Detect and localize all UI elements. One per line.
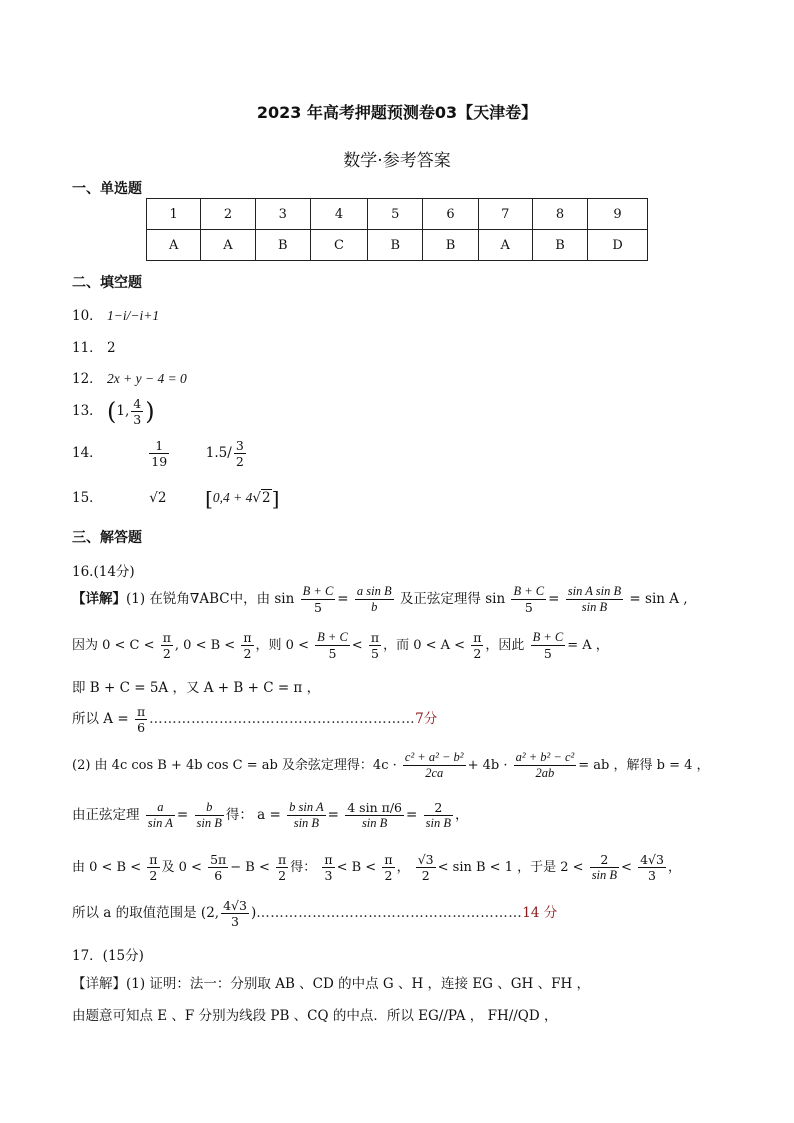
table-cell: B — [423, 230, 478, 261]
text: = A ， — [567, 638, 609, 653]
text: (2) 由 4c cos B + 4b cos C = ab 及余弦定理得：4c · — [72, 758, 397, 773]
answer-14 — [72, 438, 248, 469]
score-marker: 7分 — [415, 711, 438, 727]
text: < — [621, 860, 632, 875]
fraction — [471, 630, 483, 661]
denominator: 6 — [214, 868, 223, 883]
answer-10 — [72, 304, 159, 324]
answer-table — [146, 198, 648, 261]
numerator: π — [384, 852, 393, 867]
fraction — [301, 584, 336, 615]
denominator: 3 — [324, 868, 333, 883]
denominator: sin B — [581, 600, 608, 614]
fraction — [149, 438, 169, 469]
denominator: 3 — [133, 412, 142, 427]
table-cell: 4 — [310, 199, 367, 230]
denominator: 3 — [231, 914, 239, 929]
fraction — [369, 630, 381, 661]
answer-value: 2 — [106, 340, 116, 356]
fraction — [135, 704, 147, 735]
detail-label: 【详解】 — [72, 591, 126, 607]
text: 及正弦定理得 sin — [399, 591, 506, 607]
fraction — [287, 800, 326, 831]
q16-line-7 — [72, 852, 681, 883]
page-title: 2023 年高考押题预测卷03【天津卷】 — [256, 103, 538, 122]
leader-dots: ………………………………………………… — [149, 711, 416, 727]
text: 由正弦定理 — [72, 807, 140, 823]
fraction — [424, 800, 453, 831]
table-cell: 6 — [423, 199, 478, 230]
table-cell: 8 — [532, 199, 587, 230]
denominator: 5 — [524, 600, 533, 615]
denominator: 5 — [328, 646, 337, 661]
denominator: 2ca — [425, 766, 444, 780]
leader-dots: ………………………………………………… — [256, 905, 523, 921]
numerator: B + C — [302, 584, 334, 598]
text: ， — [396, 860, 410, 875]
text: < sin B < 1 ，于是 2 < — [437, 860, 584, 875]
denominator: 2ab — [535, 766, 555, 780]
denominator: sin B — [361, 816, 388, 830]
table-cell: 3 — [255, 199, 310, 230]
q16-line-2 — [72, 630, 609, 661]
numerator: π — [162, 630, 171, 645]
fraction — [195, 800, 224, 831]
denominator: 2 — [384, 868, 393, 883]
table-cell: B — [255, 230, 310, 261]
fraction — [241, 630, 253, 661]
denominator: sin B — [591, 868, 618, 882]
question-17-header: 17．(15分) — [72, 948, 144, 964]
fraction — [161, 630, 173, 661]
question-number: 11． — [72, 340, 103, 356]
numerator: 4√3 — [640, 852, 664, 867]
numerator: π — [243, 630, 252, 645]
text: ， — [454, 807, 469, 823]
denominator: 2 — [278, 868, 287, 883]
denominator: 2 — [421, 868, 430, 883]
fraction — [403, 750, 466, 781]
numerator: 2 — [590, 852, 619, 868]
fraction — [355, 584, 394, 615]
table-cell: 9 — [588, 199, 648, 230]
score-marker: 14 分 — [522, 905, 558, 921]
denominator: sin B — [293, 816, 320, 830]
fraction — [131, 396, 143, 427]
numerator: 4√3 — [223, 898, 247, 913]
table-cell: C — [310, 230, 367, 261]
left-paren: ( — [106, 397, 117, 426]
numerator: a² + b² − c² — [515, 750, 575, 764]
denominator: 3 — [648, 868, 656, 883]
q16-line-3: 即 B + C = 5A ，又 A + B + C = π ， — [72, 680, 321, 696]
numerator: 1 — [149, 438, 169, 454]
numerator: 5π — [210, 852, 227, 867]
text: = — [176, 807, 189, 823]
text: = — [406, 807, 418, 823]
question-16-header: 16.(14分) — [72, 564, 135, 580]
right-bracket: ] — [271, 486, 280, 511]
numerator: b — [195, 800, 224, 816]
text: ，因此 — [485, 638, 525, 653]
text: = sin A , — [629, 591, 688, 607]
text: , 0 < B < — [174, 638, 236, 653]
table-cell: 2 — [201, 199, 255, 230]
text: ， — [667, 860, 681, 875]
fraction — [345, 800, 404, 831]
denominator: 5 — [370, 646, 379, 661]
text: 因为 0 < C < — [72, 638, 155, 653]
numerator: 3 — [235, 438, 244, 453]
fraction — [566, 584, 623, 615]
q16-line-5 — [72, 750, 710, 781]
numerator: B + C — [532, 630, 564, 644]
answer-value: 0,4 + 4 — [212, 490, 253, 505]
table-cell: B — [368, 230, 423, 261]
table-cell: 5 — [368, 199, 423, 230]
text: = ab ，解得 b = 4 ， — [578, 758, 710, 773]
answer-12 — [72, 367, 187, 387]
text: 得： — [290, 860, 317, 875]
numerator: √3 — [417, 852, 434, 867]
text: 由 0 < B < — [72, 860, 142, 875]
answer-11 — [72, 336, 116, 356]
numerator: π — [278, 852, 287, 867]
q16-line-6 — [72, 800, 468, 831]
text: 所以 A = — [72, 711, 129, 727]
denominator: sin B — [425, 816, 451, 830]
text: ，而 0 < A < — [383, 638, 466, 653]
right-paren: ) — [145, 397, 155, 426]
page-subtitle: 数学·参考答案 — [343, 151, 451, 171]
q17-line-2: 由题意可知点 E 、F 分别为线段 PB 、CQ 的中点．所以 EG//PA ， FH//QD ， — [72, 1008, 558, 1024]
denominator: 2 — [149, 868, 158, 883]
left-bracket: [ — [205, 486, 213, 511]
fraction — [514, 750, 577, 781]
fraction — [234, 438, 246, 469]
answer-value: 2x + y − 4 = 0 — [106, 371, 187, 386]
text: + 4b · — [467, 758, 508, 773]
numerator: sin A sin B — [567, 584, 622, 598]
denominator: sin B — [196, 816, 222, 830]
answer-table-answer-row — [147, 230, 648, 261]
numerator: π — [370, 630, 380, 645]
table-cell: B — [532, 230, 587, 261]
denominator: b — [371, 600, 378, 614]
numerator: π — [324, 852, 333, 867]
text: 及 0 < — [161, 860, 202, 875]
denominator: 2 — [162, 646, 171, 661]
answer-13 — [72, 396, 155, 427]
numerator: π — [149, 852, 158, 867]
numerator: 4 — [133, 396, 142, 411]
numerator: B + C — [513, 584, 545, 598]
answer-value: 1.5/ — [205, 445, 232, 461]
denominator: 2 — [235, 454, 244, 469]
text: ，则 0 < — [255, 638, 309, 653]
text: < — [351, 638, 363, 653]
question-number: 15． — [72, 490, 103, 506]
text: 所以 a 的取值范围是 (2, — [72, 905, 220, 921]
text: ) — [250, 905, 257, 921]
numerator: 4 sin π/6 — [347, 800, 402, 815]
denominator: 19 — [151, 454, 168, 469]
answer-value: 1, — [116, 403, 130, 419]
denominator: 2 — [243, 646, 252, 661]
text: − B < — [230, 860, 270, 875]
numerator: a sin B — [356, 584, 392, 598]
fraction — [147, 852, 159, 883]
fraction — [146, 800, 175, 831]
numerator: c² + a² − b² — [404, 750, 464, 764]
radicand: 2 — [262, 490, 271, 506]
numerator: b sin A — [289, 800, 324, 814]
answer-table-number-row — [147, 199, 648, 230]
fraction — [315, 630, 350, 661]
denominator: sin A — [147, 816, 173, 830]
answer-15: 15． √2 [0,4 + 4√2] — [72, 486, 280, 511]
denominator: 2 — [473, 646, 482, 661]
table-cell: A — [147, 230, 201, 261]
table-cell: A — [201, 230, 255, 261]
question-number: 14． — [72, 445, 103, 461]
table-cell: D — [588, 230, 648, 261]
q17-line-1: 【详解】(1) 证明：法一：分别取 AB 、CD 的中点 G 、H ，连接 EG 、GH 、FH ， — [72, 976, 591, 992]
answer-value: √2 — [149, 490, 167, 506]
numerator: π — [136, 704, 146, 719]
section-heading-single-choice: 一、单选题 — [72, 181, 142, 197]
table-cell: A — [478, 230, 532, 261]
section-heading-fill-in: 二、填空题 — [72, 275, 142, 291]
fraction — [382, 852, 394, 883]
denominator: 5 — [313, 600, 322, 615]
question-number: 10． — [72, 308, 103, 324]
fraction — [531, 630, 566, 661]
fraction — [322, 852, 334, 883]
fraction — [276, 852, 288, 883]
numerator: π — [473, 630, 482, 645]
section-heading-solutions: 三、解答题 — [72, 530, 142, 546]
numerator: a — [146, 800, 175, 816]
fraction — [590, 852, 619, 883]
fraction — [208, 852, 228, 883]
fraction — [416, 852, 436, 883]
q16-line-8 — [72, 898, 557, 929]
fraction — [221, 898, 249, 929]
fraction — [638, 852, 666, 883]
question-number: 12． — [72, 371, 103, 387]
question-number: 13． — [72, 403, 103, 419]
text: < B < — [336, 860, 377, 875]
text: 得： a = — [225, 807, 281, 823]
text: = — [327, 807, 339, 823]
denominator: 5 — [543, 646, 552, 661]
q16-line-4 — [72, 704, 437, 735]
table-cell: 7 — [478, 199, 532, 230]
text: (1) 在锐角∇ABC中，由 sin — [126, 591, 295, 607]
numerator: 2 — [424, 800, 453, 816]
fraction — [511, 584, 546, 615]
q16-line-1: 【详解】(1) 在锐角∇ABC中，由 sin $\frac{B + C}{5}$ = $\frac{\text{a sin B}}{b}$ 及正弦定理得 sin $\frac{B + C}{5}$ = $\frac{\text{sin A sin B}}{\text{sin B}}$ = sin A , — [72, 584, 688, 615]
denominator: 6 — [137, 720, 146, 735]
table-cell: 1 — [147, 199, 201, 230]
answer-value: 1−i/−i+1 — [106, 308, 160, 323]
numerator: B + C — [317, 630, 348, 644]
